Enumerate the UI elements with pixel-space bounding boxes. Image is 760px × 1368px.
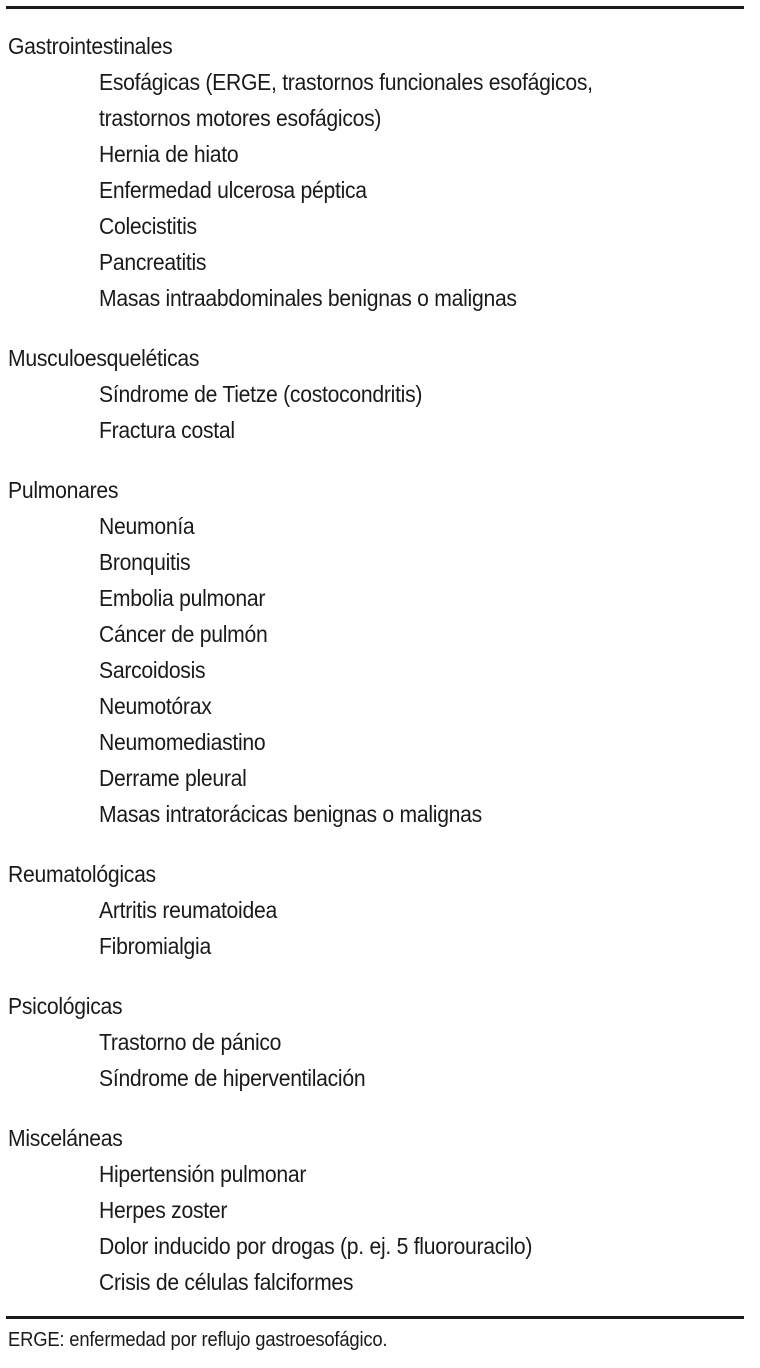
list-item: Artritis reumatoidea: [99, 897, 277, 923]
section-heading: Reumatológicas: [8, 861, 156, 887]
section-heading: Pulmonares: [8, 477, 119, 503]
list-item: Neumotórax: [99, 693, 212, 719]
list-item: Masas intratorácicas benignas o malignas: [99, 801, 482, 827]
list-item: Neumomediastino: [99, 729, 266, 755]
list-item: Herpes zoster: [99, 1197, 228, 1223]
section-pulmonares: [8, 472, 744, 832]
section-heading: Gastrointestinales: [8, 33, 173, 59]
section-items: [8, 376, 744, 448]
list-item: Neumonía: [99, 513, 195, 539]
list-item: Fibromialgia: [99, 933, 211, 959]
section-reumatologicas: [8, 856, 744, 964]
list-item: Síndrome de Tietze (costocondritis): [99, 381, 423, 407]
list-item: Embolia pulmonar: [99, 585, 266, 611]
section-items: [8, 1024, 744, 1096]
list-item: Masas intraabdominales benignas o malignas: [99, 285, 517, 311]
list-item: Crisis de células falciformes: [99, 1269, 354, 1295]
section-gastrointestinales: [8, 28, 744, 316]
list-item: Pancreatitis: [99, 249, 207, 275]
list-item: Hernia de hiato: [99, 141, 239, 167]
list-item: Cáncer de pulmón: [99, 621, 268, 647]
section-musculoesqueleticas: [8, 340, 744, 448]
footnote: ERGE: enfermedad por reflujo gastroesofágico.: [8, 1329, 388, 1351]
list-item: Colecistitis: [99, 213, 197, 239]
section-heading: Psicológicas: [8, 993, 123, 1019]
list-item: Síndrome de hiperventilación: [99, 1065, 366, 1091]
section-psicologicas: [8, 988, 744, 1096]
table-body: [8, 28, 744, 1324]
top-rule: [6, 6, 744, 9]
list-item: Dolor inducido por drogas (p. ej. 5 fluorouracilo): [99, 1233, 533, 1259]
section-items: [8, 1156, 744, 1300]
list-item: Derrame pleural: [99, 765, 247, 791]
section-heading: Misceláneas: [8, 1125, 123, 1151]
list-item: Trastorno de pánico: [99, 1029, 282, 1055]
list-item: Sarcoidosis: [99, 657, 206, 683]
section-miscelaneas: [8, 1120, 744, 1300]
list-item: Enfermedad ulcerosa péptica: [99, 177, 367, 203]
list-item: Fractura costal: [99, 417, 235, 443]
bottom-rule: [6, 1316, 744, 1319]
list-item: Bronquitis: [99, 549, 191, 575]
section-items: [8, 892, 744, 964]
list-item: Esofágicas (ERGE, trastornos funcionales esofágicos,: [99, 69, 593, 95]
list-item: trastornos motores esofágicos): [99, 105, 382, 131]
list-item: Hipertensión pulmonar: [99, 1161, 307, 1187]
section-heading: Musculoesqueléticas: [8, 345, 200, 371]
section-items: [8, 508, 744, 832]
section-items: [8, 64, 744, 316]
